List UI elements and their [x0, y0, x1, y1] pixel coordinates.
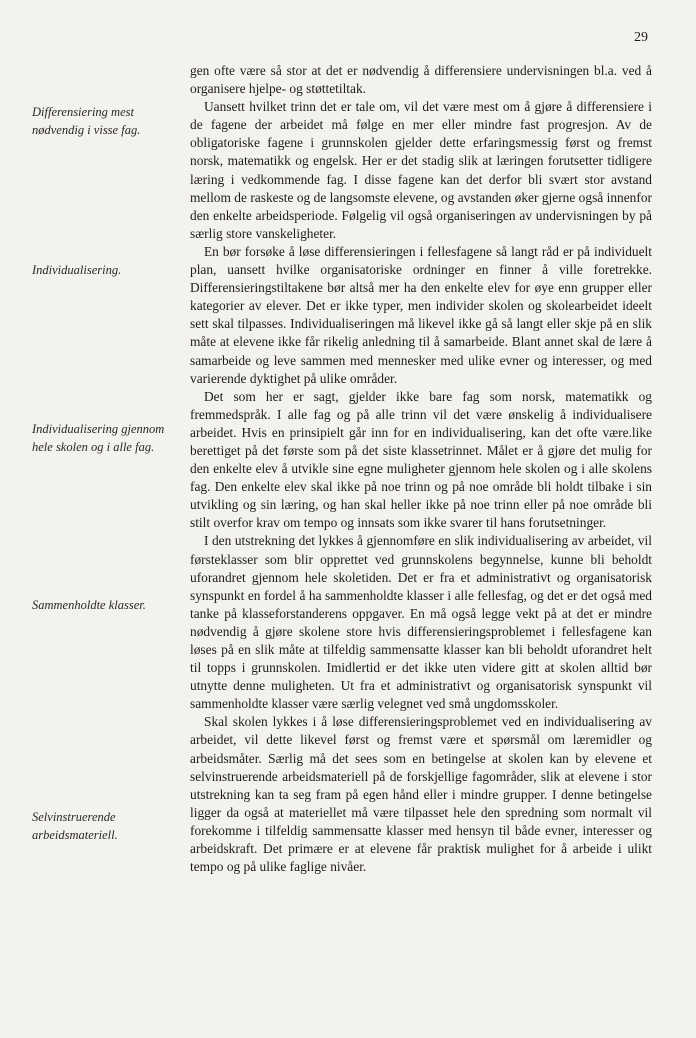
- paragraph: I den utstrekning det lykkes å gjennomføre en slik individualisering av arbeidet, vil førsteklasser som blir opprettet ved grunnskolens begynnelse, kunne bli beholdt uforandret gjennom hele skoletiden. Det er fra et administrativt og organisatorisk synspunkt en fordel å ha sammenholdte klasser i alle fellesfag, og det er det også med tanke på klasseforstanderens oppgaver. En må også legge vekt på at det er mindre nødvendig å gjøre skolene store hvis differensieringsproblemet i fellesfagene kan løses på en slik måte at tilfeldig sammensatte klasser kan bli beholdt uforandret helt til topps i grunnskolen. Imidlertid er det ikke uten videre gitt at skolen alltid bør utnytte denne muligheten. Ut fra et administrativt og organisatorisk synspunkt vil sammenholdte klasser være særlig velegnet ved små ungdomsskoler.: [190, 533, 652, 712]
- paragraph: En bør forsøke å løse differensieringen i fellesfagene så langt råd er på individuelt plan, uansett hvilke organisatoriske ordninger en finner å ville foretrekke. Differensieringstiltakene bør altså mer ha den enkelte elev for øye enn grupper eller kategorier av elever. Det er ikke typer, men individer skolen og skolearbeidet ideelt sett skal tilpasses. Individualiseringen må likevel ikke gå så langt eller skje på en slik måte at elevene ikke får rikelig anledning til å samarbeide. Blant annet skal de lære å samarbeide og leve sammen med mennesker med ulike evner og interesser, og med varierende dyktighet på ulike områder.: [190, 243, 652, 386]
- margin-note-selvinstruerende: Selvinstruerende arbeidsmateriell.: [32, 810, 118, 842]
- margin-note-individualisering: Individualisering.: [32, 263, 122, 277]
- paragraph: gen ofte være så stor at det er nødvendig å differensiere undervisningen bl.a. ved å organisere hjelpe- og støttetiltak.: [190, 63, 652, 97]
- margin-note-sammenholdte-klasser: Sammenholdte klasser.: [32, 598, 146, 612]
- paragraph: Skal skolen lykkes i å løse differensieringsproblemet ved en individualisering av arbeidet, vil dette likevel først og fremst være et spørsmål om læremidler og arbeidsmåter. Særlig må det sees som en betingelse at skolen kan by elevene et selvinstruerende arbeidsmateriell på de forskjellige fagområder, slik at elevene i stor utstrekning kan ta seg fram på egen hånd eller i mindre grupper. I denne betingelse ligger da også at materiellet må være tilpasset hele den spredning som normalt vil forekomme i tilfeldig sammensatte klasser med hensyn til både evner, interesser og arbeidskraft. Det primære er at elevene får praktisk mulighet for å arbeide i ulikt tempo og på ulike faglige nivåer.: [190, 714, 652, 875]
- margin-note-individualisering-hele-skolen: Individualisering gjennom hele skolen og i alle fag.: [32, 422, 165, 454]
- body-text: [190, 62, 652, 876]
- margin-note-differensiering: Differensiering mest nødvendig i visse fag.: [32, 105, 141, 137]
- paragraph: Uansett hvilket trinn det er tale om, vil det være mest om å gjøre å differensiere i de fagene der arbeidet må følge en mer eller mindre fast progresjon. Av de obligatoriske fagene i grunnskolen gjelder dette erfaringsmessig først og fremst norsk, matematikk og engelsk. Her er det stadig slik at læringen forutsetter tidligere læring i vedkommende fag. I disse fagene kan det derfor bli svært stor avstand mellom de raskeste og de langsomste elevene, og avstanden øker gjerne også innenfor den enkelte arbeidsperiode. Følgelig vil også organiseringen av undervisningen by på særlig store vanskeligheter.: [190, 99, 652, 241]
- paragraph: Det som her er sagt, gjelder ikke bare fag som norsk, matematikk og fremmedspråk. I alle fag og på alle trinn vil det være ønskelig å individualisere arbeidet. Hvis en prinsipielt går inn for en individualisering, kan det ofte være.like berettiget på det første som på det siste klassetrinnet. Målet er å gjøre det mulig for den enkelte elev å utvikle sine egne muligheter gjennom hele skolen og i alle skolens fag. Den enkelte elev skal ikke på noe trinn og på noe område bli holdt tilbake i sin utvikling og sin læring, og han skal heller ikke på noe trinn eller på noe område bli stilt overfor krav om tempo og innsats som ikke svarer til hans forutsetninger.: [190, 388, 652, 531]
- page-number: 29: [634, 30, 648, 45]
